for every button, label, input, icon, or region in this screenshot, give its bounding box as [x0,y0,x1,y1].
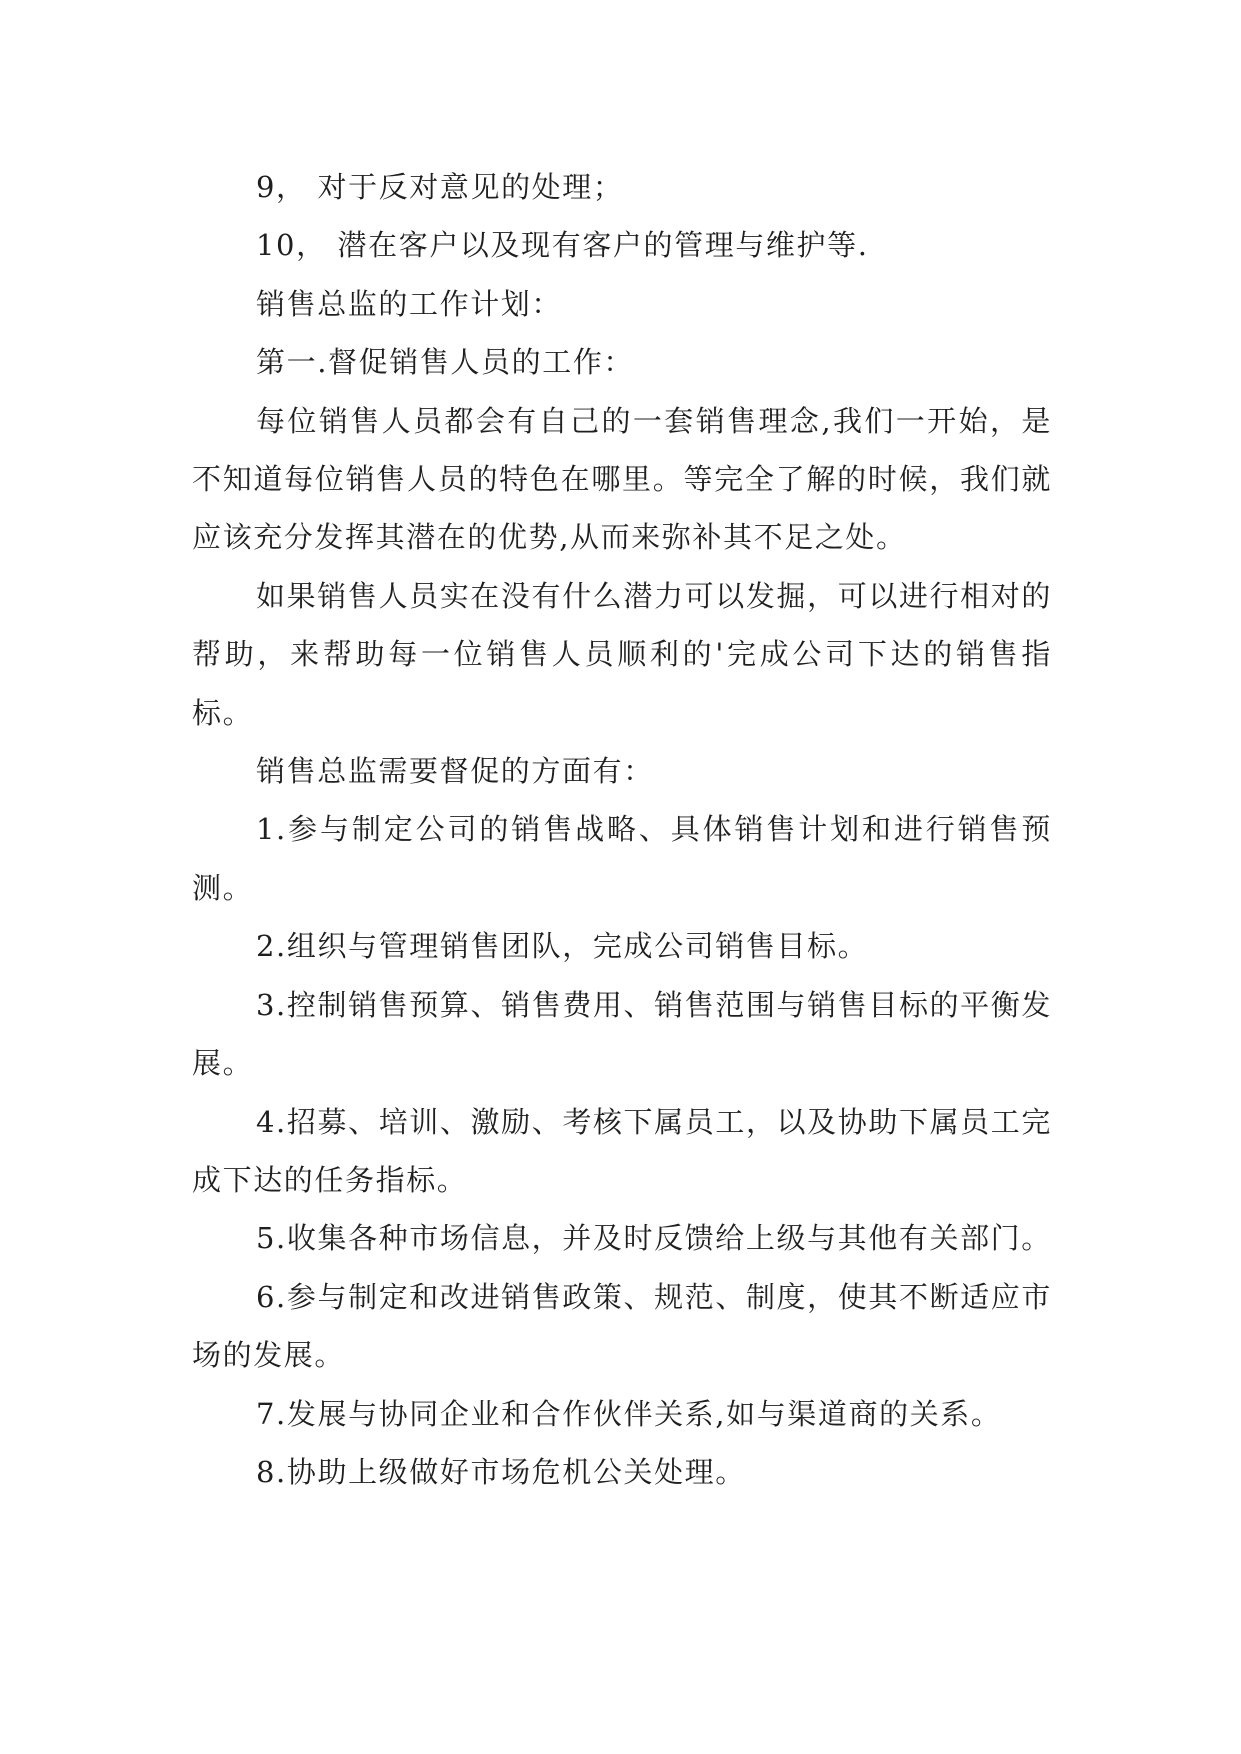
body-paragraph: 如果销售人员实在没有什么潜力可以发掘，可以进行相对的帮助，来帮助每一位销售人员顺利的'完成公司下达的销售指标。 [192,578,1052,730]
list-item: 3.控制销售预算、销售费用、销售范围与销售目标的平衡发展。 [192,987,1052,1081]
body-paragraph: 每位销售人员都会有自己的一套销售理念,我们一开始，是不知道每位销售人员的特色在哪里。等完全了解的时候，我们就应该充分发挥其潜在的优势,从而来弥补其不足之处。 [192,403,1052,555]
list-item: 5.收集各种市场信息，并及时反馈给上级与其他有关部门。 [256,1221,1052,1256]
list-intro: 销售总监需要督促的方面有： [256,754,654,789]
paragraph-item-9: 9， 对于反对意见的处理； [256,170,624,204]
section-heading: 销售总监的工作计划： [256,286,563,321]
paragraph-item-10: 10， 潜在客户以及现有客户的管理与维护等. [256,228,869,263]
list-item: 8.协助上级做好市场危机公关处理。 [256,1454,746,1489]
list-item: 4.招募、培训、激励、考核下属员工，以及协助下属员工完成下达的任务指标。 [192,1104,1052,1197]
list-item: 7.发展与协同企业和合作伙伴关系,如与渠道商的关系。 [256,1396,1002,1431]
list-item: 6.参与制定和改进销售政策、规范、制度，使其不断适应市场的发展。 [192,1279,1052,1373]
document-body [192,158,1052,1501]
subsection-heading: 第一.督促销售人员的工作： [256,345,635,380]
list-item: 1.参与制定公司的销售战略、具体销售计划和进行销售预测。 [192,812,1052,905]
list-item: 2.组织与管理销售团队，完成公司销售目标。 [256,929,869,964]
